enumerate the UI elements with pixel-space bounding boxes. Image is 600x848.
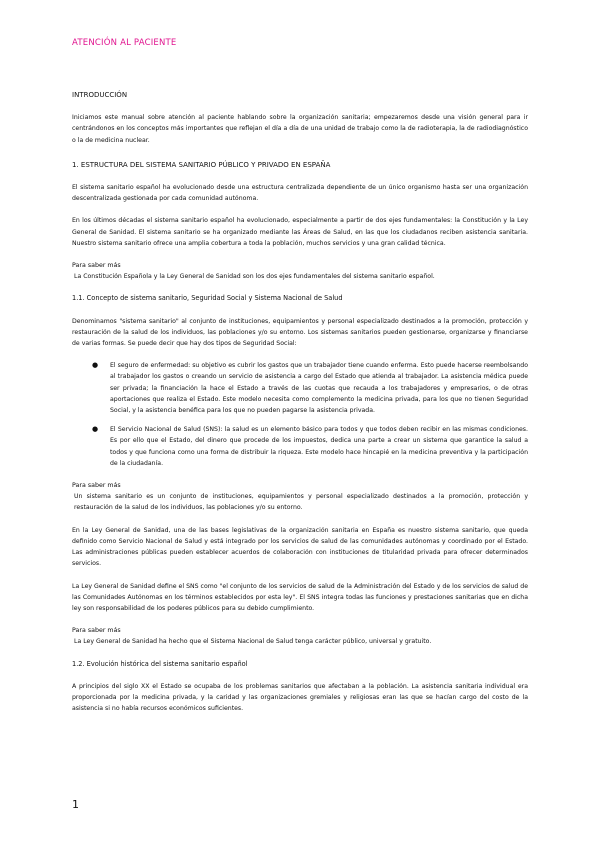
document-body bbox=[72, 90, 528, 714]
running-header: ATENCIÓN AL PACIENTE bbox=[72, 38, 177, 48]
page-number: 1 bbox=[72, 798, 79, 811]
list-item bbox=[92, 424, 528, 469]
bullet-icon: ● bbox=[92, 361, 99, 370]
seguridad-social-list bbox=[72, 360, 528, 469]
intro-heading: INTRODUCCIÓN bbox=[72, 91, 128, 99]
section-1-1-paragraph-2: En la Ley General de Sanidad, una de las bases legislativas de la organización sanitaria en España es nuestro sistema sanitario, que queda definido como Servicio Nacional de Salud y está integrado por los servicios de salud de las comunidades autónomas y coordinado por el Estado. Las administraciones públicas pueden establecer acuerdos de colaboración con instituciones de titularidad privada para ofrecer determinados servicios. bbox=[72, 526, 528, 568]
note-2-title: Para saber más bbox=[72, 482, 121, 490]
list-item bbox=[92, 360, 528, 416]
section-1-2-paragraph-1: A principios del siglo XX el Estado se ocupaba de los problemas sanitarios que afectaban a la población. La asistencia sanitaria individual era proporcionada por la medicina privada, y la caridad y las organizaciones gremiales y religiosas eran las que se hacían cargo del costo de la asistencia si no había recursos económicos suficientes. bbox=[72, 682, 528, 713]
section-1-heading: 1. ESTRUCTURA DEL SISTEMA SANITARIO PÚBLICO Y PRIVADO EN ESPAÑA bbox=[72, 160, 331, 169]
list-item-text: El seguro de enfermedad: su objetivo es cubrir los gastos que un trabajador tiene cuando enferma. Esto puede hacerse reembolsando al trabajador los gastos o creando un servicio de asistencia a cargo del Estado que atienda al trabajador. La asistencia médica puede ser privada; la financiación la hace el Estado a través de las cuotas que recauda a los trabajadores y empresarios, o de otras aportaciones que realiza el Estado. Este modelo necesita como complemento la medicina privada, para los que no tienen Seguridad Social, y la asistencia benéfica para los que no pueden pagarse la asistencia privada. bbox=[110, 362, 528, 415]
intro-paragraph: Iniciamos este manual sobre atención al paciente hablando sobre la organización sanitaria; empezaremos desde una visión general para ir centrándonos en los conceptos más importantes que reflejan el día a día de una unidad de trabajo como la de radioterapia, la de radiodiagnóstico o la de medicina nuclear. bbox=[72, 114, 528, 144]
note-3-body: La Ley General de Sanidad ha hecho que el Sistema Nacional de Salud tenga carácter público, universal y gratuito. bbox=[74, 638, 432, 646]
list-item-text: El Servicio Nacional de Salud (SNS): la salud es un elemento básico para todos y que todos deben recibir en las mismas condiciones. Es por ello que el Estado, del dinero que procede de los impuestos, dedica una parte a crear un sistema que garantice la salud a todos y que funciona como una forma de distribuir la riqueza. Este modelo hace hincapié en la medicina preventiva y la participación de la ciudadanía. bbox=[110, 426, 528, 467]
section-1-paragraph-2: En los últimos décadas el sistema sanitario español ha evolucionado, especialmente a partir de dos ejes fundamentales: la Constitución y la Ley General de Sanidad. El sistema sanitario se ha organizado mediante las Áreas de Salud, en las que los ciudadanos reciben asistencia sanitaria. Nuestro sistema sanitario ofrece una amplia cobertura a toda la población, muchos servicios y una gran calidad técnica. bbox=[72, 217, 528, 247]
section-1-paragraph-1: El sistema sanitario español ha evolucionado desde una estructura centralizada dependiente de un único organismo hasta ser una organización descentralizada gestionada por cada comunidad autónoma. bbox=[72, 184, 528, 203]
note-1-title: Para saber más bbox=[72, 262, 121, 270]
section-1-2-heading: 1.2. Evolución histórica del sistema sanitario español bbox=[72, 659, 248, 668]
section-1-1-paragraph-1: Denominamos "sistema sanitario" al conjunto de instituciones, equipamientos y personal especializado destinados a la promoción, protección y restauración de la salud de los individuos, las poblaciones y/o su entorno. Los sistemas sanitarios pueden gestionarse, organizarse y financiarse de varias formas. Se puede decir que hay dos tipos de Seguridad Social: bbox=[72, 317, 528, 348]
section-1-1-paragraph-3: La Ley General de Sanidad define el SNS como "el conjunto de los servicios de salud de la Administración del Estado y de los servicios de salud de las Comunidades Autónomas en los términos establecidos por esta ley". El SNS integra todas las funciones y prestaciones sanitarias que en dicha ley son responsabilidad de los poderes públicos para su debido cumplimiento. bbox=[72, 582, 528, 612]
note-2-body: Un sistema sanitario es un conjunto de instituciones, equipamientos y personal especializado destinados a la promoción, protección y restauración de la salud de los individuos, las poblaciones y/o su entorno. bbox=[74, 493, 528, 512]
note-3-title: Para saber más bbox=[72, 627, 121, 635]
bullet-icon: ● bbox=[92, 425, 99, 434]
note-1-body: La Constitución Española y la Ley General de Sanidad son los dos ejes fundamentales del sistema sanitario español. bbox=[74, 273, 435, 281]
section-1-1-heading: 1.1. Concepto de sistema sanitario, Seguridad Social y Sistema Nacional de Salud bbox=[72, 294, 343, 303]
